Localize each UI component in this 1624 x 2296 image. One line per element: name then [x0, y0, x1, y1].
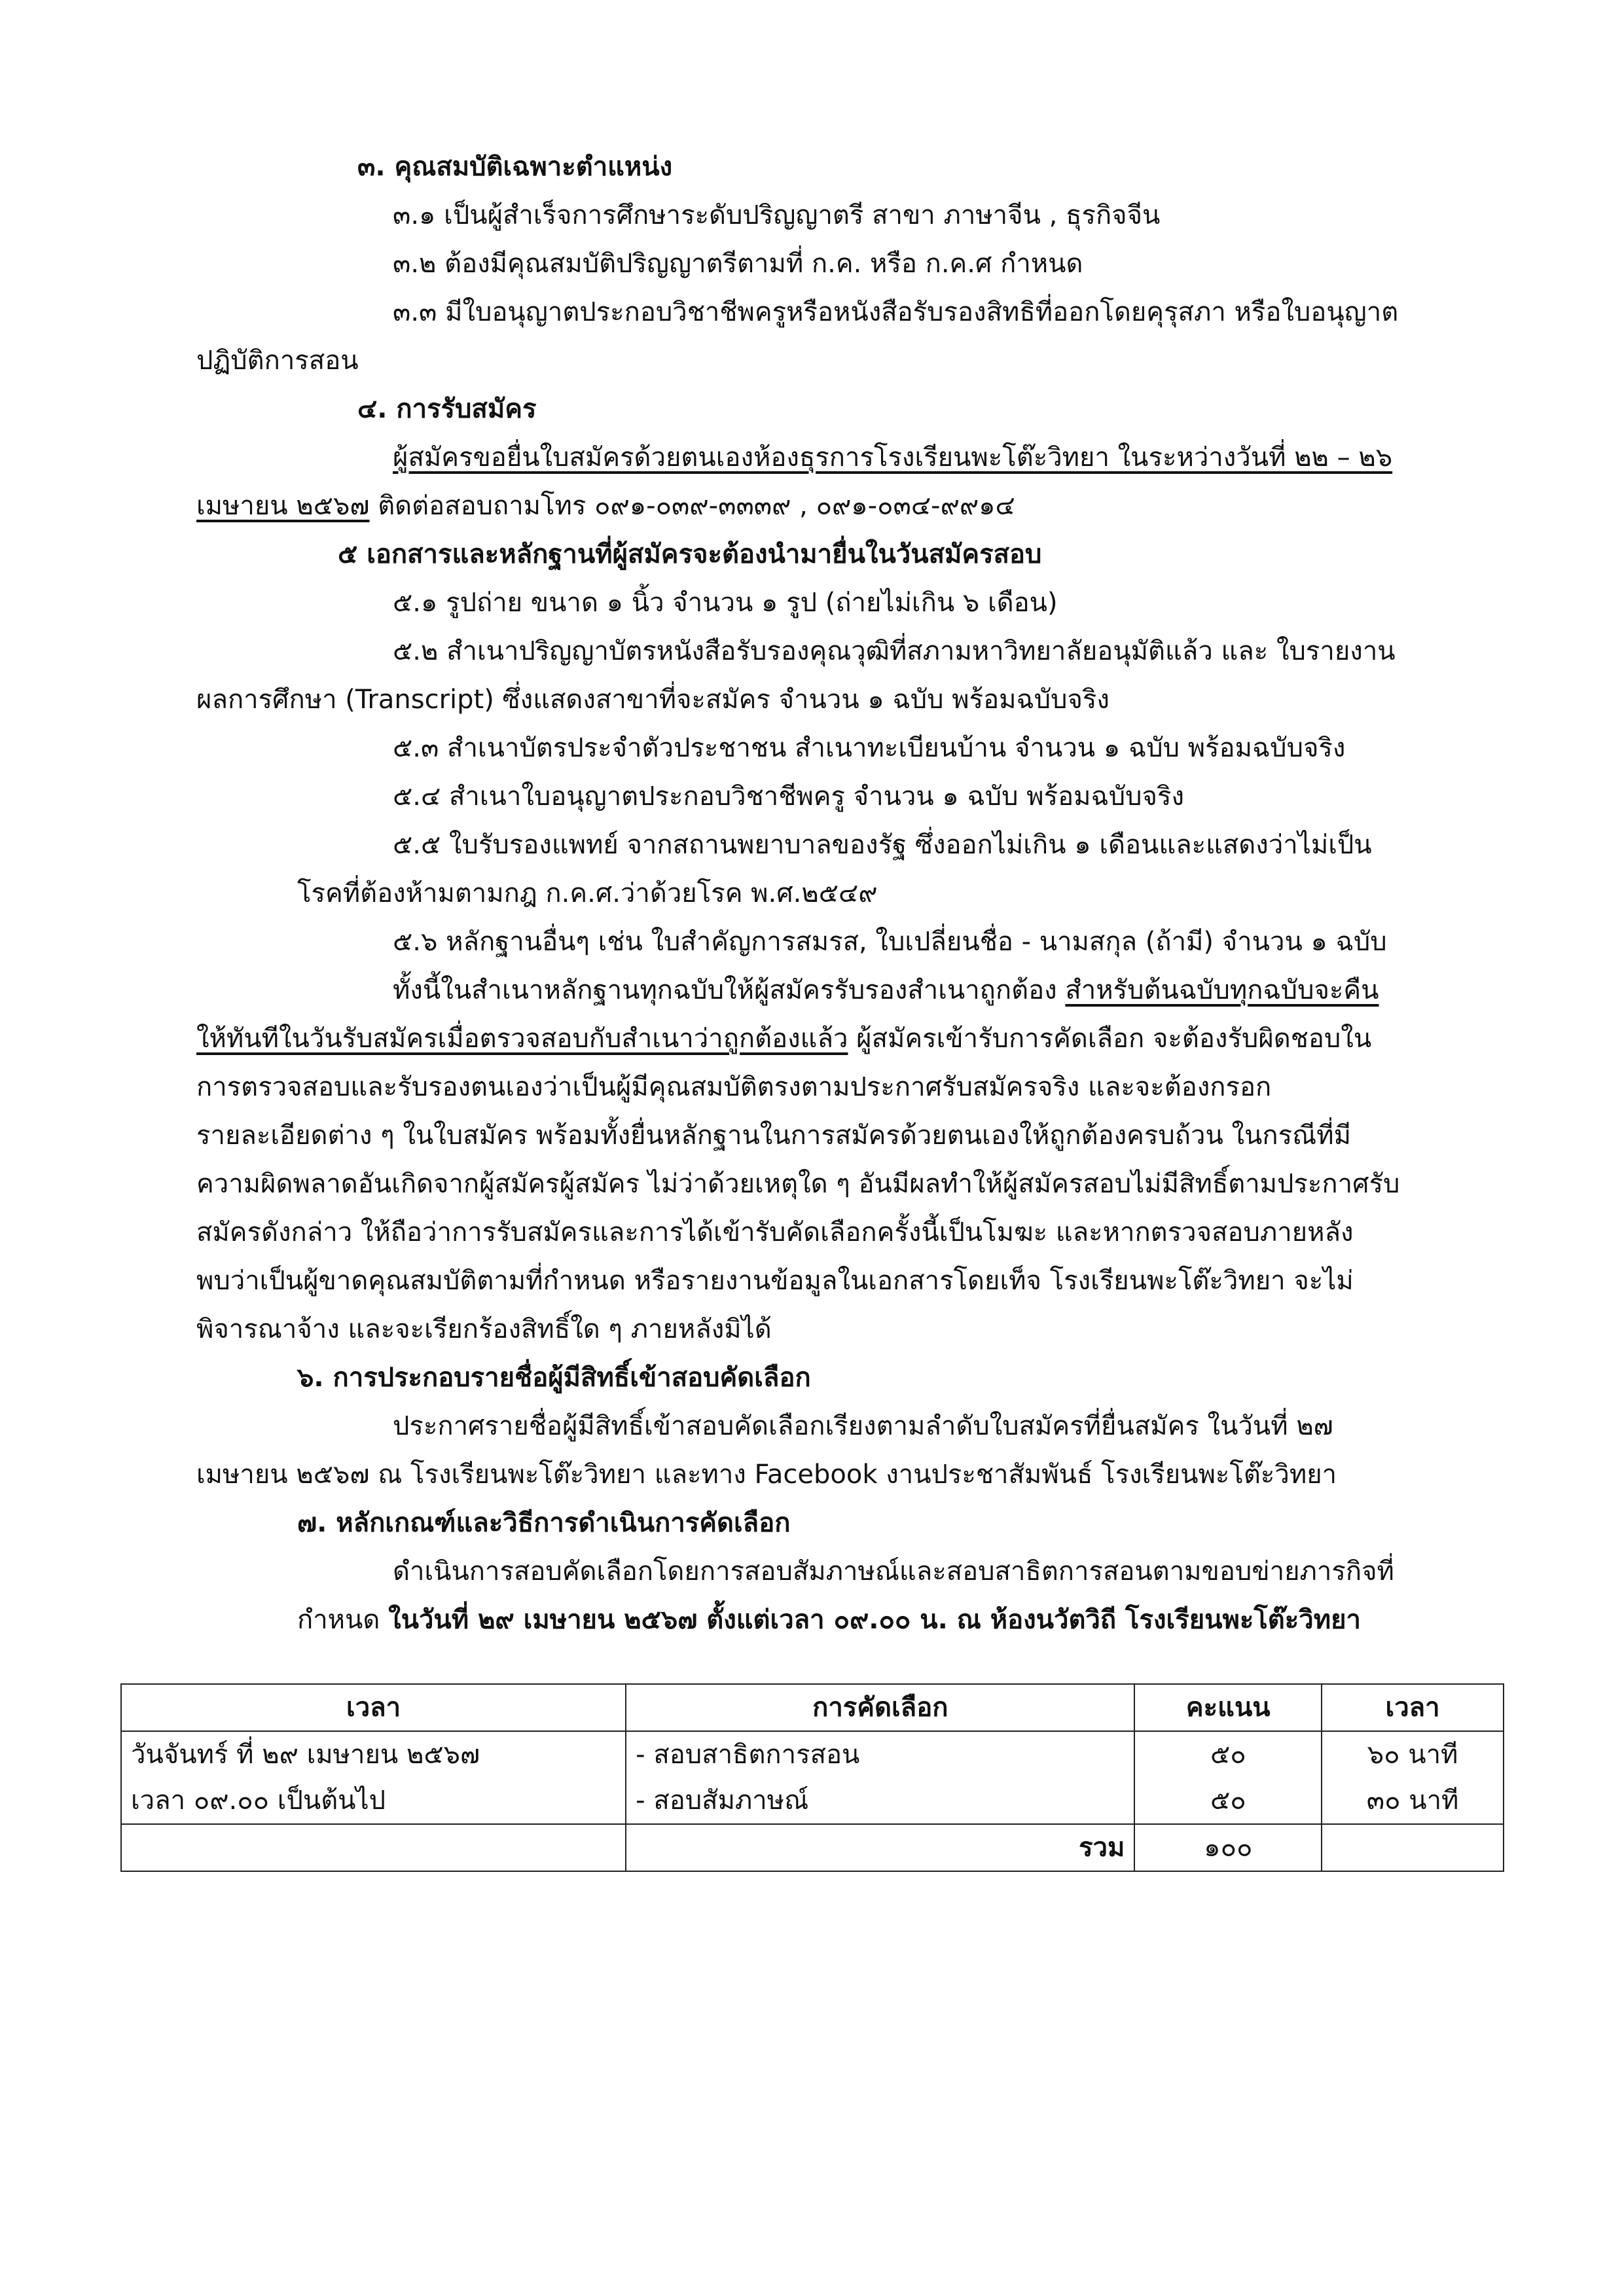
selection-date: ในวันที่ ๒๙ เมษายน ๒๕๖๗ ตั้งแต่เวลา ๐๙.๐๐ น. ณ ห้องนวัตวิถี โรงเรียนพะโต๊ะวิทยา — [388, 1605, 1361, 1635]
table-row — [121, 1778, 1504, 1824]
application-period: ผู้สมัครขอยื่นใบสมัครด้วยตนเองห้องธุรการโรงเรียนพะโต๊ะวิทยา ในระหว่างวันที่ ๒๒ – ๒๖ — [393, 442, 1393, 473]
notice-text-2: ผู้สมัครเข้ารับการคัดเลือก จะต้องรับผิดชอบใน — [848, 1024, 1372, 1054]
header-selection: การคัดเลือก — [626, 1684, 1134, 1731]
selection-method-prefix: กำหนด — [297, 1605, 389, 1635]
notice-line-8: พิจารณาจ้าง และจะเรียกร้องสิทธิ์ใด ๆ ภายหลังมิได้ — [196, 1314, 772, 1344]
section-5-item-4: ๕.๔ สำเนาใบอนุญาตประกอบวิชาชีพครู จำนวน ๑ ฉบับ พร้อมฉบับจริง — [393, 781, 1185, 812]
total-value: ๑๐๐ — [1134, 1824, 1322, 1871]
notice-underlined-2: ให้ทันทีในวันรับสมัครเมื่อตรวจสอบกับสำเนาว่าถูกต้องแล้ว — [196, 1024, 848, 1054]
cell-score: ๕๐ — [1134, 1731, 1322, 1778]
section-7-heading: ๗. หลักเกณฑ์และวิธีการดำเนินการคัดเลือก — [297, 1508, 791, 1538]
section-5-item-6: ๕.๖ หลักฐานอื่นๆ เช่น ใบสำคัญการสมรส, ใบเปลี่ยนชื่อ - นามสกุล (ถ้ามี) จำนวน ๑ ฉบับ — [393, 927, 1387, 957]
selection-method-line-2 — [297, 1596, 1361, 1644]
contact-phone: ติดต่อสอบถามโทร ๐๙๑-๐๓๙-๓๓๓๙ , ๐๙๑-๐๓๔-๙๙๑๔ — [369, 491, 1015, 521]
notice-line-5: ความผิดพลาดอันเกิดจากผู้สมัครผู้สมัคร ไม่ว่าด้วยเหตุใด ๆ อันมีผลทำให้ผู้สมัครสอบไม่มีสิทธิ์ตามประกาศรับ — [196, 1169, 1400, 1199]
notice-line-2 — [196, 1014, 1371, 1063]
section-3-item-3-cont: ปฏิบัติการสอน — [196, 346, 359, 376]
notice-underlined: สำหรับต้นฉบับทุกฉบับจะคืน — [1065, 975, 1379, 1005]
announcement-line-2: เมษายน ๒๕๖๗ ณ โรงเรียนพะโต๊ะวิทยา และทาง Facebook งานประชาสัมพันธ์ โรงเรียนพะโต๊ะวิทยา — [196, 1460, 1337, 1490]
section-5-item-1: ๕.๑ รูปถ่าย ขนาด ๑ นิ้ว จำนวน ๑ รูป (ถ่ายไม่เกิน ๖ เดือน) — [393, 588, 1058, 618]
notice-line-3: การตรวจสอบและรับรองตนเองว่าเป็นผู้มีคุณสมบัติตรงตามประกาศรับสมัครจริง และจะต้องกรอก — [196, 1072, 1272, 1102]
section-5-heading: ๕ เอกสารและหลักฐานที่ผู้สมัครจะต้องนำมายื่นในวันสมัครสอบ — [338, 539, 1042, 569]
notice-line-1 — [393, 966, 1379, 1014]
section-3-item-2: ๓.๒ ต้องมีคุณสมบัติปริญญาตรีตามที่ ก.ค. หรือ ก.ค.ศ กำหนด — [393, 249, 1083, 279]
table-row — [121, 1731, 1504, 1778]
header-duration: เวลา — [1322, 1684, 1504, 1731]
section-5-item-5: ๕.๕ ใบรับรองแพทย์ จากสถานพยาบาลของรัฐ ซึ่งออกไม่เกิน ๑ เดือนและแสดงว่าไม่เป็น — [393, 830, 1372, 860]
notice-line-7: พบว่าเป็นผู้ขาดคุณสมบัติตามที่กำหนด หรือรายงานข้อมูลในเอกสารโดยเท็จ โรงเรียนพะโต๊ะวิทยา จะไม่ — [196, 1266, 1354, 1296]
selection-method-line-1: ดำเนินการสอบคัดเลือกโดยการสอบสัมภาษณ์และสอบสาธิตการสอนตามขอบข่ายภารกิจที่ — [393, 1556, 1394, 1587]
section-3-item-1: ๓.๑ เป็นผู้สำเร็จการศึกษาระดับปริญญาตรี สาขา ภาษาจีน , ธุรกิจจีน — [393, 200, 1161, 230]
table-total-row — [121, 1824, 1504, 1871]
cell-empty — [1322, 1824, 1504, 1871]
section-3-item-3: ๓.๓ มีใบอนุญาตประกอบวิชาชีพครูหรือหนังสือรับรองสิทธิที่ออกโดยคุรุสภา หรือใบอนุญาต — [393, 297, 1399, 327]
notice-line-4: รายละเอียดต่าง ๆ ในใบสมัคร พร้อมทั้งยื่นหลักฐานในการสมัครด้วยตนเองให้ถูกต้องครบถ้วน ในกรณีที่มี — [196, 1121, 1351, 1151]
cell-activity: - สอบสาธิตการสอน — [626, 1731, 1134, 1778]
announcement-line-1: ประกาศรายชื่อผู้มีสิทธิ์เข้าสอบคัดเลือกเรียงตามลำดับใบสมัครที่ยื่นสมัคร ในวันที่ ๒๗ — [393, 1411, 1333, 1441]
notice-line-6: สมัครดังกล่าว ให้ถือว่าการรับสมัครและการได้เข้ารับคัดเลือกครั้งนี้เป็นโมฆะ และหากตรวจสอบภายหลัง — [196, 1217, 1354, 1247]
section-5-item-2-cont: ผลการศึกษา (Transcript) ซึ่งแสดงสาขาที่จะสมัคร จำนวน ๑ ฉบับ พร้อมฉบับจริง — [196, 685, 1110, 715]
cell-duration: ๖๐ นาที — [1322, 1731, 1504, 1778]
application-month: เมษายน ๒๕๖๗ — [196, 491, 370, 521]
section-3-heading: ๓. คุณสมบัติเฉพาะตำแหน่ง — [357, 152, 673, 182]
cell-empty — [121, 1824, 626, 1871]
cell-date: วันจันทร์ ที่ ๒๙ เมษายน ๒๕๖๗ — [121, 1731, 626, 1778]
section-5-item-3: ๕.๓ สำเนาบัตรประจำตัวประชาชน สำเนาทะเบียนบ้าน จำนวน ๑ ฉบับ พร้อมฉบับจริง — [393, 733, 1346, 763]
cell-duration: ๓๐ นาที — [1322, 1778, 1504, 1824]
cell-score: ๕๐ — [1134, 1778, 1322, 1824]
table-header-row — [121, 1684, 1504, 1731]
section-5-item-5-cont: โรคที่ต้องห้ามตามกฎ ก.ค.ศ.ว่าด้วยโรค พ.ศ.๒๕๔๙ — [297, 878, 878, 908]
header-time: เวลา — [121, 1684, 626, 1731]
total-label: รวม — [626, 1824, 1134, 1871]
cell-date: เวลา ๐๙.๐๐ เป็นต้นไป — [121, 1778, 626, 1824]
section-5-item-2: ๕.๒ สำเนาปริญญาบัตรหนังสือรับรองคุณวุฒิที่สภามหาวิทยาลัยอนุมัติแล้ว และ ใบรายงาน — [393, 636, 1396, 666]
section-4-heading: ๔. การรับสมัคร — [357, 394, 537, 424]
header-score: คะแนน — [1134, 1684, 1322, 1731]
contact-line — [196, 482, 1015, 530]
cell-activity: - สอบสัมภาษณ์ — [626, 1778, 1134, 1824]
schedule-table — [120, 1683, 1504, 1872]
notice-text: ทั้งนี้ในสำเนาหลักฐานทุกฉบับให้ผู้สมัครรับรองสำเนาถูกต้อง — [393, 975, 1066, 1005]
section-6-heading: ๖. การประกอบรายชื่อผู้มีสิทธิ์เข้าสอบคัดเลือก — [297, 1363, 811, 1393]
